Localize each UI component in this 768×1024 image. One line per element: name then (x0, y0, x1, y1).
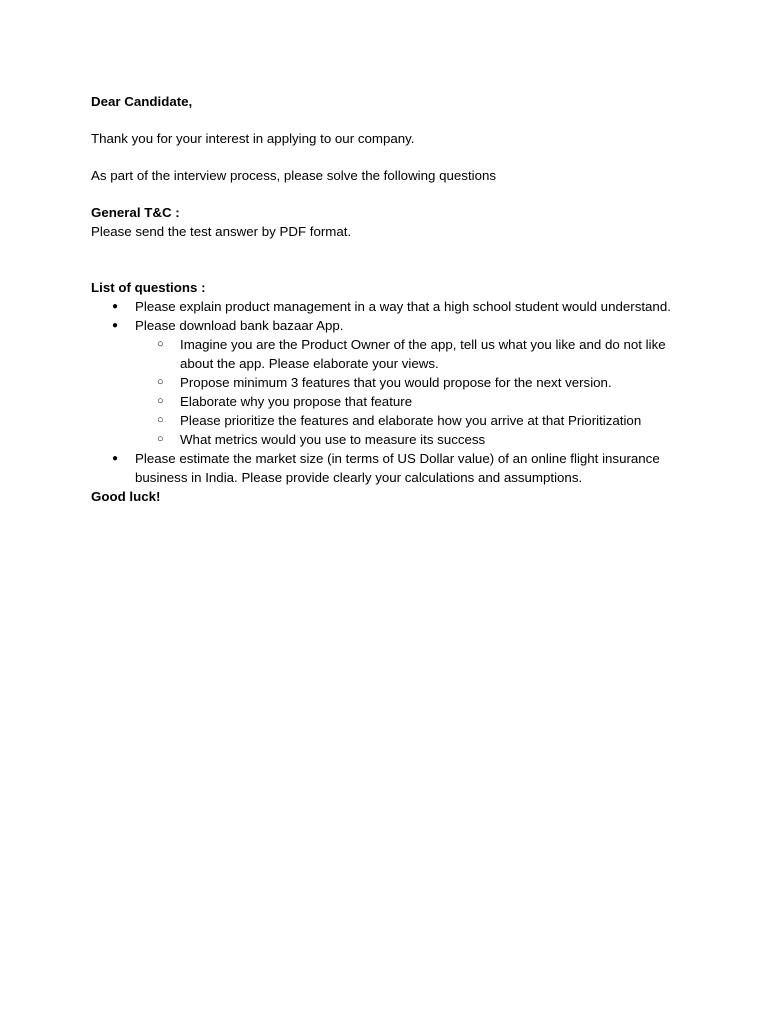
closing: Good luck! (91, 489, 161, 504)
question-text: Please download bank bazaar App. (135, 318, 344, 333)
sub-questions-list (135, 335, 691, 449)
hollow-bullet-icon: ○ (157, 395, 164, 407)
process-paragraph: As part of the interview process, please solve the following questions (91, 168, 497, 183)
sub-question-text: Propose minimum 3 features that you would propose for the next version. (180, 375, 612, 390)
sub-question-text: Please prioritize the features and elaborate how you arrive at that Prioritization (180, 413, 642, 428)
hollow-bullet-icon: ○ (157, 376, 164, 388)
document-page (91, 92, 691, 506)
sub-list-item (135, 411, 691, 430)
sub-list-item (135, 430, 691, 449)
greeting: Dear Candidate, (91, 94, 193, 109)
sub-question-text: What metrics would you use to measure its success (180, 432, 486, 447)
list-item (91, 449, 691, 487)
sub-question-text: Imagine you are the Product Owner of the app, tell us what you like and do not like about the app. Please elaborate your views. (180, 337, 666, 371)
terms-heading: General T&C : (91, 205, 180, 220)
intro-paragraph: Thank you for your interest in applying to our company. (91, 131, 415, 146)
hollow-bullet-icon: ○ (157, 433, 164, 445)
list-item (91, 316, 691, 449)
sub-question-text: Elaborate why you propose that feature (180, 394, 413, 409)
bullet-icon: ● (112, 301, 119, 312)
hollow-bullet-icon: ○ (157, 338, 164, 350)
question-text: Please estimate the market size (in terms of US Dollar value) of an online flight insurance business in India. Please provide clearly your calculations and assumptions. (135, 451, 660, 485)
sub-list-item (135, 335, 691, 373)
terms-body: Please send the test answer by PDF format. (91, 224, 352, 239)
questions-heading: List of questions : (91, 280, 206, 295)
hollow-bullet-icon: ○ (157, 414, 164, 426)
sub-list-item (135, 392, 691, 411)
sub-list-item (135, 373, 691, 392)
question-text: Please explain product management in a way that a high school student would understand. (135, 299, 671, 314)
list-item (91, 297, 691, 316)
bullet-icon: ● (112, 453, 119, 464)
bullet-icon: ● (112, 320, 119, 331)
questions-list (91, 297, 691, 487)
